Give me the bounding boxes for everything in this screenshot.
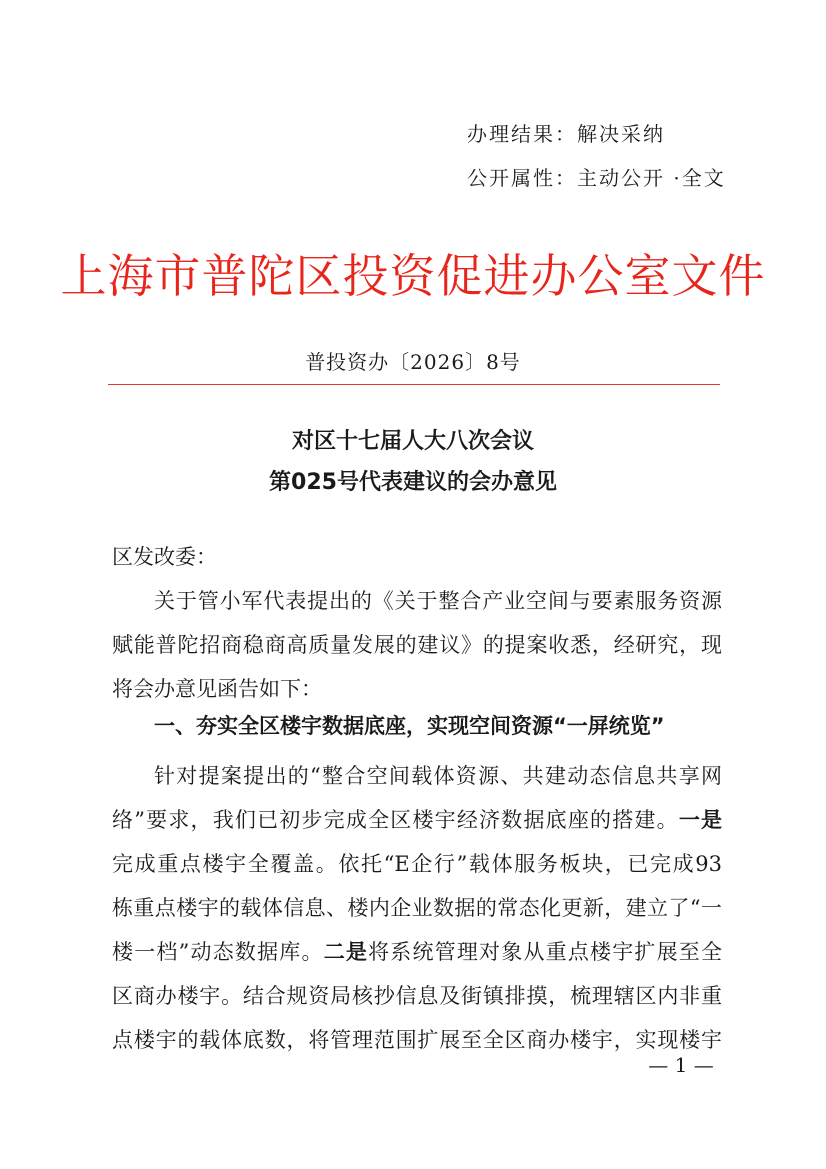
paragraph-2-line-5-text-a: 楼一档”动态数据库。 [112, 940, 324, 964]
section-heading-1: 一、夯实全区楼宇数据底座，实现空间资源“一屏统览” [154, 714, 665, 738]
disclosure-attribute: 公开属性：主动公开 ·全文 [467, 166, 726, 190]
document-title-line-2: 第025号代表建议的会办意见 [269, 470, 557, 495]
paragraph-2-line-2 [112, 804, 722, 834]
point-one-label: 一是 [678, 808, 723, 832]
paragraph-1-line-2: 赋能普陀招商稳商高质量发展的建议》的提案收悉，经研究，现 [112, 633, 722, 657]
handling-result: 办理结果：解决采纳 [467, 122, 665, 146]
paragraph-2-line-4: 栋重点楼宇的载体信息、楼内企业数据的常态化更新，建立了“一 [112, 896, 722, 920]
paragraph-2-line-3: 完成重点楼宇全覆盖。依托“E企行”载体服务板块，已完成93 [112, 852, 722, 876]
document-number: 普投资办〔2026〕8号 [305, 350, 521, 374]
red-divider-line [108, 384, 720, 385]
paragraph-2-line-1: 针对提案提出的“整合空间载体资源、共建动态信息共享网 [154, 764, 722, 788]
paragraph-2-line-5 [112, 936, 722, 966]
document-issuer-header: 上海市普陀区投资促进办公室文件 [60, 249, 766, 303]
salutation: 区发改委： [112, 545, 217, 569]
page-number: — 1 — [648, 1053, 714, 1077]
point-two-label: 二是 [323, 940, 369, 964]
paragraph-2-line-6: 区商办楼宇。结合规资局核抄信息及街镇排摸，梳理辖区内非重 [112, 984, 722, 1008]
paragraph-1-line-3: 将会办意见函告如下： [112, 677, 322, 701]
paragraph-2-line-5-text-b: 将系统管理对象从重点楼宇扩展至全 [368, 940, 722, 964]
paragraph-2-line-2-text: 络”要求，我们已初步完成全区楼宇经济数据底座的搭建。 [112, 808, 679, 832]
paragraph-2-line-7: 点楼宇的载体底数，将管理范围扩展至全区商办楼宇，实现楼宇 [112, 1028, 722, 1052]
document-title-line-1: 对区十七届人大八次会议 [291, 429, 534, 454]
paragraph-1-line-1: 关于管小军代表提出的《关于整合产业空间与要素服务资源 [154, 589, 722, 613]
